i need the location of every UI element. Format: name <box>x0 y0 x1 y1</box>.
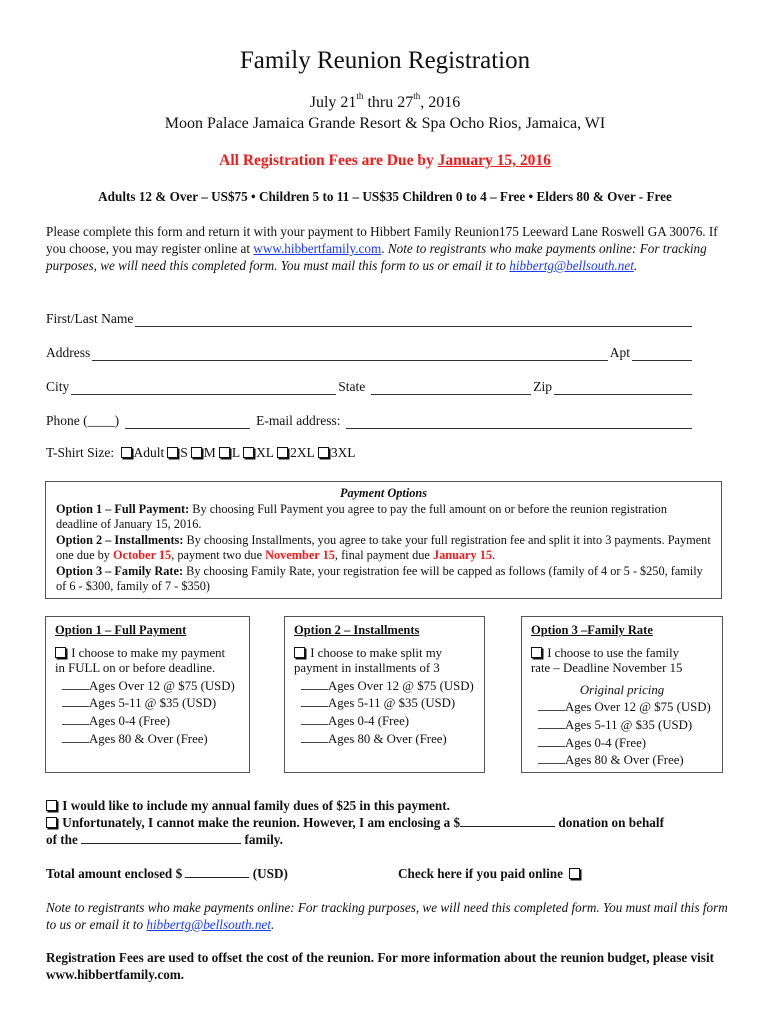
row-label: Ages 0-4 (Free) <box>89 713 171 728</box>
checkbox-icon[interactable] <box>219 447 230 458</box>
option-2-text: , final payment due <box>334 548 433 562</box>
option-3-text: By choosing Family Rate, your registration fee will be capped as follows (family of 4 or 5 - $250, family of 6 - $300, family of 7 - $350) <box>56 563 703 593</box>
option-2-description <box>56 533 711 564</box>
count-field[interactable] <box>62 694 89 707</box>
option-2-heading: Option 2 – Installments <box>294 623 420 637</box>
row-label: Ages 80 & Over (Free) <box>565 753 684 768</box>
size-option-m: M <box>203 445 216 460</box>
total-unit: (USD) <box>249 866 288 881</box>
donation-family-end: family. <box>241 832 283 847</box>
intro-text: Please complete this form and return it with your payment to Hibbert Family Reunion175 Leeward Lane Roswell GA 30076. If you choose, you may register online at <box>46 224 718 256</box>
intro-end: . <box>633 258 638 273</box>
ordinal-suffix: th <box>413 91 421 101</box>
option-2-choice-cont: payment in installments of 3 <box>294 661 440 676</box>
checkbox-icon[interactable] <box>294 647 305 658</box>
option-2-box <box>284 616 485 773</box>
paid-online-label: Check here if you paid online <box>398 866 567 881</box>
option-3-heading: Option 3 –Family Rate <box>531 623 653 637</box>
budget-info: Registration Fees are used to offset the cost of the reunion. For more information about the reunion budget, please visit www.hibbertfamily.com. <box>46 950 714 982</box>
checkbox-icon[interactable] <box>277 447 288 458</box>
donation-family-field[interactable] <box>81 831 241 844</box>
annual-dues-row <box>46 797 736 814</box>
row-label: Ages Over 12 @ $75 (USD) <box>328 678 474 693</box>
installment-date-2: November 15 <box>265 548 335 562</box>
phone-label[interactable]: Phone (____) <box>46 413 120 428</box>
fees-due-notice <box>0 152 770 170</box>
option-2-end: . <box>492 548 496 562</box>
total-row <box>46 865 736 882</box>
row-label: Ages 5-11 @ $35 (USD) <box>328 696 456 711</box>
installment-date-1: October 15 <box>113 548 172 562</box>
count-field[interactable] <box>301 712 328 725</box>
count-field[interactable] <box>538 716 565 729</box>
option-3-box <box>521 616 723 773</box>
tshirt-label: T-Shirt Size: <box>46 445 118 460</box>
donation-label: Unfortunately, I cannot make the reunion. However, I am enclosing a $ <box>59 815 461 830</box>
size-option-3xl: 3XL <box>330 445 356 460</box>
option-1-box <box>45 616 250 773</box>
address-row <box>46 345 694 361</box>
address-field[interactable] <box>92 346 608 361</box>
zip-field[interactable] <box>554 380 692 395</box>
checkbox-icon[interactable] <box>243 447 254 458</box>
count-field[interactable] <box>301 677 328 690</box>
count-field[interactable] <box>538 734 565 747</box>
city-label: City <box>46 379 70 394</box>
size-option-xl: XL <box>256 445 275 460</box>
row-label: Ages 0-4 (Free) <box>328 713 410 728</box>
row-label: Ages Over 12 @ $75 (USD) <box>565 700 711 715</box>
annual-dues-label: I would like to include my annual family dues of $25 in this payment. <box>59 798 450 813</box>
date-end: thru 27 <box>363 94 414 111</box>
donation-family-row <box>46 831 736 848</box>
donation-amount-field[interactable] <box>460 814 555 827</box>
phone-field[interactable] <box>125 414 250 429</box>
option-2-text: By choosing Installments, you agree to take your full registration fee and split it into 3 payments. Payment one due by <box>56 532 711 562</box>
total-label: Total amount enclosed $ <box>46 866 186 881</box>
option-1-choice-cont: in FULL on or before deadline. <box>55 661 216 676</box>
event-venue: Moon Palace Jamaica Grande Resort & Spa Ocho Rios, Jamaica, WI <box>164 115 606 132</box>
event-dates <box>0 91 770 112</box>
size-option-s: S <box>180 445 188 460</box>
zip-label: Zip <box>533 379 553 394</box>
count-field[interactable] <box>62 712 89 725</box>
row-label: Ages 5-11 @ $35 (USD) <box>89 696 217 711</box>
count-field[interactable] <box>62 677 89 690</box>
row-label: Ages 5-11 @ $35 (USD) <box>565 717 693 732</box>
donation-label-cont: donation on behalf <box>555 815 664 830</box>
contact-row <box>46 413 694 429</box>
city-field[interactable] <box>71 380 336 395</box>
due-date: January 15, 2016 <box>437 152 551 169</box>
email-field[interactable] <box>346 414 692 429</box>
tshirt-size-row <box>46 445 356 461</box>
donation-row <box>46 814 736 831</box>
website-link[interactable]: www.hibbertfamily.com <box>253 241 382 256</box>
option-1-description <box>56 502 711 533</box>
note-text: Note to registrants who make payments online: For tracking purposes, we will need this completed form. You must mail this form to us or email it to <box>46 900 728 932</box>
option-3-choice-cont: rate – Deadline November 15 <box>531 661 683 676</box>
extras-section <box>46 797 736 848</box>
checkbox-icon[interactable] <box>46 817 57 828</box>
checkbox-icon[interactable] <box>531 647 542 658</box>
payment-options-box <box>45 481 722 599</box>
total-amount-field[interactable] <box>185 865 249 878</box>
apt-label: Apt <box>609 345 630 360</box>
due-prefix: All Registration Fees are Due by <box>219 152 438 169</box>
donation-family-label: of the <box>46 832 82 847</box>
state-field[interactable] <box>371 380 531 395</box>
intro-paragraph <box>46 223 736 274</box>
original-pricing-label: Original pricing <box>579 682 665 697</box>
checkbox-icon[interactable] <box>191 447 202 458</box>
apt-field[interactable] <box>632 346 692 361</box>
count-field[interactable] <box>301 730 328 743</box>
checkbox-icon[interactable] <box>569 868 580 879</box>
option-2-choice: I choose to make split my <box>307 645 443 660</box>
option-3-choice: I choose to use the family <box>544 645 680 660</box>
payment-options-heading: Payment Options <box>339 486 428 500</box>
ordinal-suffix: th <box>356 91 364 101</box>
size-option-2xl: 2XL <box>290 445 315 460</box>
checkbox-icon[interactable] <box>318 447 329 458</box>
count-field[interactable] <box>538 751 565 764</box>
email-link[interactable]: hibbertg@bellsouth.net <box>146 917 271 932</box>
option-1-text: By choosing Full Payment you agree to pay the full amount on or before the reunion registration deadline of January 15, 2016. <box>56 501 667 531</box>
row-label: Ages 80 & Over (Free) <box>89 731 208 746</box>
city-row <box>46 379 694 395</box>
note-end: . <box>270 917 275 932</box>
size-option-adult: Adult <box>133 445 165 460</box>
option-2-text: , payment two due <box>171 548 266 562</box>
online-note: Note to registrants who make payments online: For tracking purposes, we will need this completed form. You must mail this form to us or email it to <box>46 241 707 273</box>
count-field[interactable] <box>301 694 328 707</box>
name-row <box>46 311 694 327</box>
online-payment-note <box>46 899 736 933</box>
email-link[interactable]: hibbertg@bellsouth.net <box>509 258 634 273</box>
page-title: Family Reunion Registration <box>239 47 531 74</box>
checkbox-icon[interactable] <box>46 800 57 811</box>
email-label: E-mail address: <box>256 413 341 428</box>
name-field[interactable] <box>135 312 692 327</box>
option-3-description <box>56 564 711 595</box>
name-label: First/Last Name <box>46 311 134 326</box>
intro-text: . <box>381 241 388 256</box>
address-label: Address <box>46 345 91 360</box>
size-option-l: L <box>231 445 241 460</box>
count-field[interactable] <box>62 730 89 743</box>
fee-schedule: Adults 12 & Over – US$75 • Children 5 to 11 – US$35 Children 0 to 4 – Free • Elders 80 & Over - Free <box>98 189 672 204</box>
option-3-label: Option 3 – Family Rate: <box>56 563 184 578</box>
paid-online-row <box>398 865 582 882</box>
checkbox-icon[interactable] <box>167 447 178 458</box>
checkbox-icon[interactable] <box>55 647 66 658</box>
checkbox-icon[interactable] <box>121 447 132 458</box>
installment-date-3: January 15 <box>432 548 493 562</box>
count-field[interactable] <box>538 698 565 711</box>
option-1-heading: Option 1 – Full Payment <box>55 623 187 637</box>
option-1-label: Option 1 – Full Payment: <box>56 501 190 516</box>
row-label: Ages 0-4 (Free) <box>565 735 647 750</box>
row-label: Ages 80 & Over (Free) <box>328 731 447 746</box>
date-year: , 2016 <box>420 94 461 111</box>
state-label: State <box>338 379 366 394</box>
date-start: July 21 <box>309 94 357 111</box>
row-label: Ages Over 12 @ $75 (USD) <box>89 678 235 693</box>
option-2-label: Option 2 – Installments: <box>56 532 184 547</box>
option-1-choice: I choose to make my payment <box>68 645 226 660</box>
